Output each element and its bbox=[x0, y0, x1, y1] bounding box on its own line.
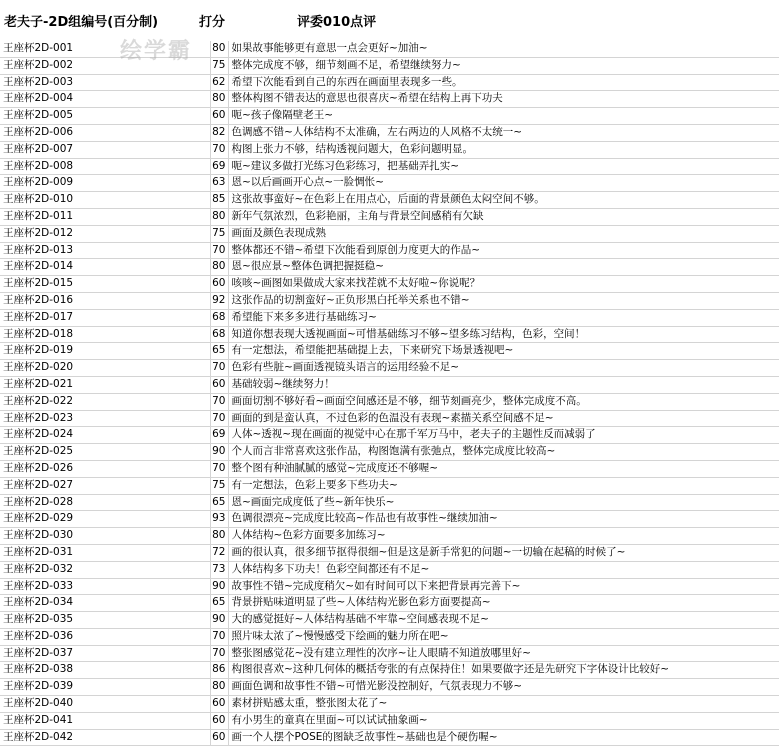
cell-score[interactable]: 70 bbox=[210, 460, 228, 477]
table-row bbox=[0, 662, 779, 679]
cell-score[interactable]: 69 bbox=[210, 427, 228, 444]
cell-id[interactable]: 王座杯2D-041 bbox=[0, 712, 210, 729]
cell-score[interactable]: 70 bbox=[210, 360, 228, 377]
cell-comment[interactable]: 构图很喜欢~这种几何体的概括夸张的有点保持住！如果要做字还是先研究下字体设计比较好~ bbox=[228, 662, 779, 679]
cell-comment[interactable]: 知道你想表现大透视画面~可惜基础练习不够~望多练习结构，色彩，空间！ bbox=[228, 326, 779, 343]
cell-comment[interactable]: 大的感觉挺好~人体结构基础不牢靠~空间感表现不足~ bbox=[228, 612, 779, 629]
cell-score[interactable]: 80 bbox=[210, 41, 228, 57]
cell-score[interactable]: 68 bbox=[210, 309, 228, 326]
cell-comment[interactable]: 有一定想法，色彩上要多下些功夫~ bbox=[228, 477, 779, 494]
cell-comment[interactable]: 个人而言非常喜欢这张作品，构图饱满有张弛点，整体完成度比较高~ bbox=[228, 444, 779, 461]
cell-score[interactable]: 60 bbox=[210, 712, 228, 729]
cell-comment[interactable]: 希望能下来多多进行基础练习~ bbox=[228, 309, 779, 326]
cell-comment[interactable]: 呃~孩子像隔壁老王~ bbox=[228, 108, 779, 125]
cell-id[interactable]: 王座杯2D-025 bbox=[0, 444, 210, 461]
cell-comment[interactable]: 素材拼贴感太重，整张图太花了~ bbox=[228, 696, 779, 713]
cell-id[interactable]: 王座杯2D-014 bbox=[0, 259, 210, 276]
table-row bbox=[0, 511, 779, 528]
cell-score[interactable]: 90 bbox=[210, 444, 228, 461]
table-row bbox=[0, 561, 779, 578]
cell-id[interactable]: 王座杯2D-040 bbox=[0, 696, 210, 713]
cell-id[interactable]: 王座杯2D-035 bbox=[0, 612, 210, 629]
cell-comment[interactable]: 基础较弱~继续努力！ bbox=[228, 376, 779, 393]
column-header-comment: 评委010点评 bbox=[297, 15, 377, 30]
cell-comment[interactable]: 如果故事能够更有意思一点会更好~加油~ bbox=[228, 41, 779, 57]
cell-id[interactable]: 王座杯2D-024 bbox=[0, 427, 210, 444]
cell-score[interactable]: 80 bbox=[210, 259, 228, 276]
cell-id[interactable]: 王座杯2D-042 bbox=[0, 729, 210, 746]
cell-id[interactable]: 王座杯2D-018 bbox=[0, 326, 210, 343]
cell-comment[interactable]: 背景拼贴味道明显了些~人体结构光影色彩方面要提高~ bbox=[228, 595, 779, 612]
table-row bbox=[0, 544, 779, 561]
cell-id[interactable]: 王座杯2D-005 bbox=[0, 108, 210, 125]
cell-id[interactable]: 王座杯2D-009 bbox=[0, 175, 210, 192]
table-row bbox=[0, 276, 779, 293]
table-row bbox=[0, 679, 779, 696]
table-row bbox=[0, 292, 779, 309]
cell-score[interactable]: 60 bbox=[210, 376, 228, 393]
cell-score[interactable]: 63 bbox=[210, 175, 228, 192]
cell-score[interactable]: 73 bbox=[210, 561, 228, 578]
cell-score[interactable]: 70 bbox=[210, 393, 228, 410]
table-row bbox=[0, 477, 779, 494]
cell-score[interactable]: 80 bbox=[210, 679, 228, 696]
cell-score[interactable]: 65 bbox=[210, 343, 228, 360]
cell-score[interactable]: 72 bbox=[210, 544, 228, 561]
cell-score[interactable]: 68 bbox=[210, 326, 228, 343]
table-row bbox=[0, 175, 779, 192]
cell-score[interactable]: 75 bbox=[210, 477, 228, 494]
cell-comment[interactable]: 照片味太浓了~慢慢感受下绘画的魅力所在吧~ bbox=[228, 628, 779, 645]
cell-comment[interactable]: 新年气氛浓烈，色彩艳丽，主角与背景空间感稍有欠缺 bbox=[228, 208, 779, 225]
cell-id[interactable]: 王座杯2D-013 bbox=[0, 242, 210, 259]
cell-id[interactable]: 王座杯2D-002 bbox=[0, 57, 210, 74]
cell-comment[interactable]: 恩~画面完成度低了些~新年快乐~ bbox=[228, 494, 779, 511]
cell-score[interactable]: 69 bbox=[210, 158, 228, 175]
cell-id[interactable]: 王座杯2D-028 bbox=[0, 494, 210, 511]
cell-score[interactable]: 80 bbox=[210, 208, 228, 225]
cell-comment[interactable]: 整体完成度不够，细节刻画不足，希望继续努力~ bbox=[228, 57, 779, 74]
cell-id[interactable]: 王座杯2D-001 bbox=[0, 41, 210, 57]
cell-score[interactable]: 60 bbox=[210, 108, 228, 125]
cell-id[interactable]: 王座杯2D-021 bbox=[0, 376, 210, 393]
table-row bbox=[0, 628, 779, 645]
cell-score[interactable]: 85 bbox=[210, 192, 228, 209]
cell-id[interactable]: 王座杯2D-023 bbox=[0, 410, 210, 427]
cell-comment[interactable]: 咳咳~画图如果做成大家来找茬就不太好啦~你说呢？ bbox=[228, 276, 779, 293]
cell-id[interactable]: 王座杯2D-022 bbox=[0, 393, 210, 410]
table-row bbox=[0, 696, 779, 713]
cell-id[interactable]: 王座杯2D-029 bbox=[0, 511, 210, 528]
table-row bbox=[0, 595, 779, 612]
cell-id[interactable]: 王座杯2D-007 bbox=[0, 141, 210, 158]
cell-id[interactable]: 王座杯2D-034 bbox=[0, 595, 210, 612]
cell-id[interactable]: 王座杯2D-036 bbox=[0, 628, 210, 645]
cell-score[interactable]: 60 bbox=[210, 729, 228, 746]
cell-id[interactable]: 王座杯2D-020 bbox=[0, 360, 210, 377]
table-row bbox=[0, 158, 779, 175]
table-row bbox=[0, 410, 779, 427]
cell-score[interactable]: 93 bbox=[210, 511, 228, 528]
cell-id[interactable]: 王座杯2D-011 bbox=[0, 208, 210, 225]
table-row bbox=[0, 41, 779, 57]
cell-score[interactable]: 70 bbox=[210, 645, 228, 662]
cell-id[interactable]: 王座杯2D-033 bbox=[0, 578, 210, 595]
cell-score[interactable]: 65 bbox=[210, 494, 228, 511]
cell-score[interactable]: 90 bbox=[210, 612, 228, 629]
cell-score[interactable]: 70 bbox=[210, 628, 228, 645]
table-row bbox=[0, 460, 779, 477]
cell-score[interactable]: 80 bbox=[210, 528, 228, 545]
cell-comment[interactable]: 画面切割不够好看~画面空间感还是不够，细节刻画亮少，整体完成度不高。 bbox=[228, 393, 779, 410]
table-row bbox=[0, 578, 779, 595]
column-header-score: 打分 bbox=[199, 15, 226, 30]
cell-score[interactable]: 70 bbox=[210, 242, 228, 259]
table-row bbox=[0, 376, 779, 393]
cell-score[interactable]: 90 bbox=[210, 578, 228, 595]
cell-score[interactable]: 65 bbox=[210, 595, 228, 612]
table-row bbox=[0, 208, 779, 225]
cell-comment[interactable]: 人体~透视~现在画面的视觉中心在那千军万马中，老夫子的主题性反而减弱了 bbox=[228, 427, 779, 444]
cell-id[interactable]: 王座杯2D-017 bbox=[0, 309, 210, 326]
table-row bbox=[0, 645, 779, 662]
cell-comment[interactable]: 恩~很应景~整体色调把握挺稳~ bbox=[228, 259, 779, 276]
table-row bbox=[0, 729, 779, 746]
table-row bbox=[0, 326, 779, 343]
cell-id[interactable]: 王座杯2D-004 bbox=[0, 91, 210, 108]
table-row bbox=[0, 427, 779, 444]
cell-comment[interactable]: 人体结构多下功夫！色彩空间都还有不足~ bbox=[228, 561, 779, 578]
cell-comment[interactable]: 有小男生的童真在里面~可以试试抽象画~ bbox=[228, 712, 779, 729]
cell-score[interactable]: 60 bbox=[210, 696, 228, 713]
cell-comment[interactable]: 整张图感觉花~没有建立理性的次序~让人眼睛不知道放哪里好~ bbox=[228, 645, 779, 662]
table-row bbox=[0, 192, 779, 209]
cell-comment[interactable]: 色彩有些脏~画面透视镜头语言的运用经验不足~ bbox=[228, 360, 779, 377]
cell-comment[interactable]: 整个图有种油腻腻的感觉~完成度还不够喔~ bbox=[228, 460, 779, 477]
cell-id[interactable]: 王座杯2D-008 bbox=[0, 158, 210, 175]
cell-id[interactable]: 王座杯2D-006 bbox=[0, 124, 210, 141]
cell-comment[interactable]: 画面色调和故事性不错~可惜光影没控制好，气氛表现力不够~ bbox=[228, 679, 779, 696]
cell-id[interactable]: 王座杯2D-026 bbox=[0, 460, 210, 477]
cell-comment[interactable]: 有一定想法，希望能把基础提上去，下来研究下场景透视吧~ bbox=[228, 343, 779, 360]
cell-score[interactable]: 60 bbox=[210, 276, 228, 293]
cell-comment[interactable]: 整体构图不错表达的意思也很喜庆~希望在结构上再下功夫 bbox=[228, 91, 779, 108]
cell-id[interactable]: 王座杯2D-027 bbox=[0, 477, 210, 494]
cell-comment[interactable]: 画面及颜色表现成熟 bbox=[228, 225, 779, 242]
cell-comment[interactable]: 呃~建议多做打光练习色彩练习，把基础弄扎实~ bbox=[228, 158, 779, 175]
cell-score[interactable]: 92 bbox=[210, 292, 228, 309]
table-row bbox=[0, 124, 779, 141]
watermark: 绘学霸 bbox=[120, 39, 193, 64]
cell-id[interactable]: 王座杯2D-030 bbox=[0, 528, 210, 545]
table-row bbox=[0, 528, 779, 545]
cell-comment[interactable]: 画的很认真，很多细节抠得很细~但是这是新手常犯的问题~一切输在起稿的时候了~ bbox=[228, 544, 779, 561]
cell-id[interactable]: 王座杯2D-019 bbox=[0, 343, 210, 360]
cell-id[interactable]: 王座杯2D-038 bbox=[0, 662, 210, 679]
cell-id[interactable]: 王座杯2D-031 bbox=[0, 544, 210, 561]
cell-comment[interactable]: 画一个人摆个POSE的图缺乏故事性~基础也是个硬伤喔~ bbox=[228, 729, 779, 746]
cell-comment[interactable]: 故事性不错~完成度稍欠~如有时间可以下来把背景再完善下~ bbox=[228, 578, 779, 595]
table-row bbox=[0, 108, 779, 125]
cell-comment[interactable]: 色调很漂亮~完成度比较高~作品也有故事性~继续加油~ bbox=[228, 511, 779, 528]
score-table bbox=[0, 41, 779, 746]
table-row bbox=[0, 74, 779, 91]
cell-comment[interactable]: 画面的到是蛮认真，不过色彩的色温没有表现~素描关系空间感不足~ bbox=[228, 410, 779, 427]
cell-id[interactable]: 王座杯2D-010 bbox=[0, 192, 210, 209]
cell-score[interactable]: 80 bbox=[210, 91, 228, 108]
cell-score[interactable]: 62 bbox=[210, 74, 228, 91]
table-row bbox=[0, 141, 779, 158]
cell-id[interactable]: 王座杯2D-032 bbox=[0, 561, 210, 578]
cell-comment[interactable]: 希望下次能看到自己的东西在画面里表现多一些。 bbox=[228, 74, 779, 91]
table-row bbox=[0, 612, 779, 629]
cell-comment[interactable]: 色调感不错~人体结构不太准确，左右两边的人风格不太统一~ bbox=[228, 124, 779, 141]
table-row bbox=[0, 242, 779, 259]
table-row bbox=[0, 444, 779, 461]
cell-id[interactable]: 王座杯2D-003 bbox=[0, 74, 210, 91]
table-row bbox=[0, 343, 779, 360]
column-header-id: 老夫子-2D组编号(百分制) bbox=[4, 15, 159, 30]
table-row bbox=[0, 309, 779, 326]
cell-score[interactable]: 82 bbox=[210, 124, 228, 141]
table-row bbox=[0, 494, 779, 511]
cell-score[interactable]: 70 bbox=[210, 141, 228, 158]
table-row bbox=[0, 360, 779, 377]
table-row bbox=[0, 393, 779, 410]
cell-comment[interactable]: 这张作品的切割蛮好~正负形黑白托举关系也不错~ bbox=[228, 292, 779, 309]
cell-score[interactable]: 75 bbox=[210, 57, 228, 74]
table-row bbox=[0, 91, 779, 108]
table-row bbox=[0, 259, 779, 276]
cell-comment[interactable]: 恩~以后画画开心点~一脸惆怅~ bbox=[228, 175, 779, 192]
header-row bbox=[0, 0, 779, 41]
cell-id[interactable]: 王座杯2D-015 bbox=[0, 276, 210, 293]
table-row bbox=[0, 57, 779, 74]
table-row bbox=[0, 712, 779, 729]
cell-id[interactable]: 王座杯2D-037 bbox=[0, 645, 210, 662]
cell-comment[interactable]: 这张故事蛮好~在色彩上在用点心，后面的背景颜色太闷空间不够。 bbox=[228, 192, 779, 209]
cell-id[interactable]: 王座杯2D-016 bbox=[0, 292, 210, 309]
cell-score[interactable]: 75 bbox=[210, 225, 228, 242]
table-row bbox=[0, 225, 779, 242]
cell-comment[interactable]: 人体结构~色彩方面要多加练习~ bbox=[228, 528, 779, 545]
cell-score[interactable]: 86 bbox=[210, 662, 228, 679]
cell-comment[interactable]: 整体都还不错~希望下次能看到原创力度更大的作品~ bbox=[228, 242, 779, 259]
cell-score[interactable]: 70 bbox=[210, 410, 228, 427]
cell-comment[interactable]: 构图上张力不够，结构透视问题大，色彩问题明显。 bbox=[228, 141, 779, 158]
cell-id[interactable]: 王座杯2D-039 bbox=[0, 679, 210, 696]
cell-id[interactable]: 王座杯2D-012 bbox=[0, 225, 210, 242]
